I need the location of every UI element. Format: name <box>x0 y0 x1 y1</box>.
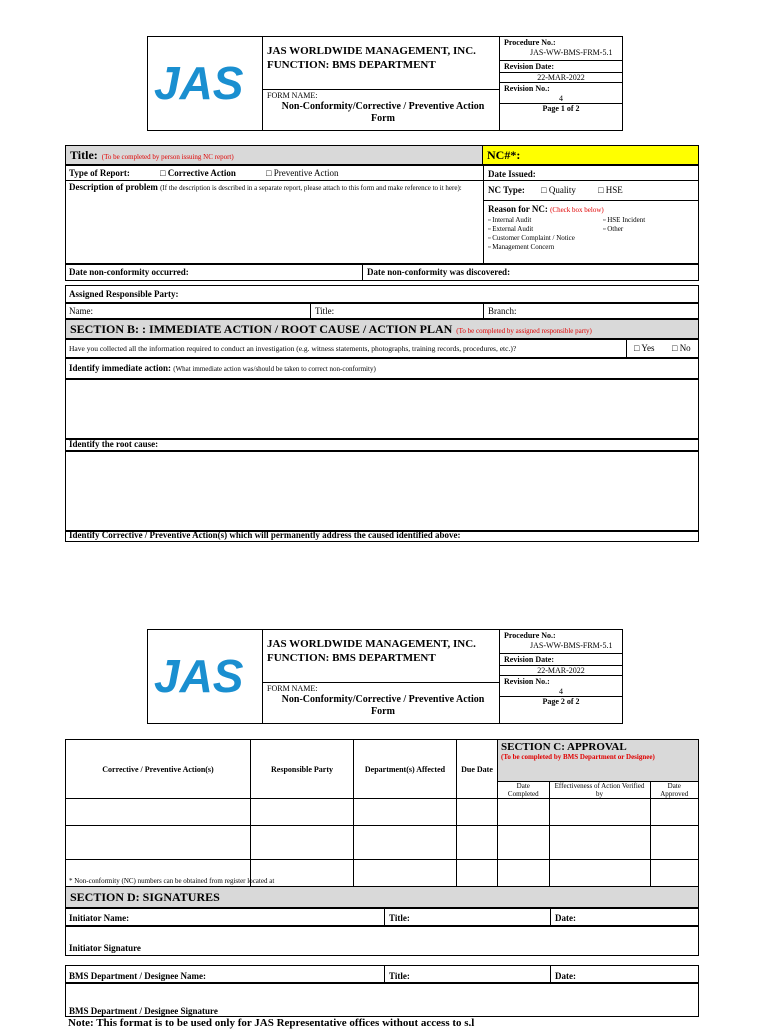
hse-checkbox[interactable]: □ HSE <box>598 185 623 195</box>
page-number: Page 2 of 2 <box>500 696 622 706</box>
date-issued-label: Date Issued: <box>488 169 536 179</box>
procedure-no: JAS-WW-BMS-FRM-5.1 <box>530 641 613 650</box>
reason-customer-complaint[interactable]: ▫ Customer Complaint / Notice <box>488 234 575 242</box>
corrective-checkbox[interactable]: □ Corrective Action <box>160 168 236 178</box>
assigned-party-row: Assigned Responsible Party: <box>65 285 699 303</box>
revision-date: 22-MAR-2022 <box>500 665 622 675</box>
no-checkbox[interactable]: □ No <box>672 343 691 353</box>
col-actions: Corrective / Preventive Action(s) <box>66 740 251 799</box>
jas-logo <box>152 57 258 107</box>
revision-date: 22-MAR-2022 <box>500 72 622 82</box>
nc-type-row: NC Type: □ Quality □ HSE <box>488 185 623 195</box>
svg-text:JAS: JAS <box>154 650 244 700</box>
section-c-header: SECTION C: APPROVAL (To be completed by BMS Department or Designee) <box>498 740 699 782</box>
procedure-label: Procedure No.: <box>504 631 556 640</box>
revision-no: 4 <box>559 94 563 103</box>
nc-number-label: NC#*: <box>482 145 699 165</box>
reason-label: Reason for NC: (Check box below) <box>488 204 604 214</box>
table-row[interactable] <box>66 799 699 826</box>
date-row: Date non-conformity occurred: Date non-conformity was discovered: <box>65 264 699 281</box>
title-field[interactable]: Title: <box>315 306 335 316</box>
col-responsible: Responsible Party <box>251 740 354 799</box>
initiator-row <box>65 908 699 926</box>
reason-management-concern[interactable]: ▫ Management Concern <box>488 243 555 251</box>
root-cause-label: Identify the root cause: <box>65 439 699 451</box>
reason-internal-audit[interactable]: ▫ Internal Audit <box>488 216 532 224</box>
preventive-checkbox[interactable]: □ Preventive Action <box>266 168 339 178</box>
reason-hse-incident[interactable]: ▫ HSE Incident <box>603 216 646 224</box>
table-row[interactable] <box>66 826 699 860</box>
revision-date-label: Revision Date: <box>500 60 622 72</box>
form-name: Non-Conformity/Corrective / Preventive Action Form <box>281 101 485 124</box>
name-title-branch-row <box>65 303 699 319</box>
reason-external-audit[interactable]: ▫ External Audit <box>488 225 534 233</box>
usage-note: Note: This format is to be used only for JAS Representative offices without access to s.l <box>68 1017 475 1029</box>
page-number: Page 1 of 2 <box>500 103 622 113</box>
quality-checkbox[interactable]: □ Quality <box>541 185 576 195</box>
initiator-signature-field[interactable]: Initiator Signature <box>65 926 699 956</box>
function-label: FUNCTION: BMS DEPARTMENT <box>267 652 436 664</box>
company-name: JAS WORLDWIDE MANAGEMENT, INC. <box>267 45 476 57</box>
bms-date-field[interactable]: Date: <box>555 971 576 981</box>
nc-footnote: * Non-conformity (NC) numbers can be obtained from register located at <box>69 877 275 885</box>
form-name-label: FORM NAME: <box>267 684 318 693</box>
col-due-date: Due Date <box>457 740 498 799</box>
reasons-left <box>488 216 575 252</box>
bms-name-field[interactable]: BMS Department / Designee Name: <box>69 971 206 981</box>
col-departments: Department(s) Affected <box>354 740 457 799</box>
header-block-1 <box>147 36 623 131</box>
bms-title-field[interactable]: Title: <box>389 971 410 981</box>
procedure-no: JAS-WW-BMS-FRM-5.1 <box>530 48 613 57</box>
reason-other[interactable]: ▫ Other <box>603 225 624 233</box>
svg-text:JAS: JAS <box>154 57 244 107</box>
bms-row <box>65 965 699 983</box>
revision-date-label: Revision Date: <box>500 653 622 665</box>
bms-signature-field[interactable]: BMS Department / Designee Signature <box>65 983 699 1017</box>
root-cause-field[interactable] <box>65 451 699 531</box>
section-a-body <box>65 165 699 264</box>
immediate-action-label-row: Identify immediate action: (What immediate action was/should be taken to correct non-conformity) <box>65 358 699 379</box>
type-of-report-label: Type of Report: <box>69 168 130 178</box>
investigation-question-row: Have you collected all the information required to conduct an investigation (e.g. witness statements, photographs, training records, procedures, etc.)? □ Yes □ No <box>65 339 699 358</box>
corrective-actions-label: Identify Corrective / Preventive Action(s) which will permanently address the caused identified above: <box>65 531 699 542</box>
revision-no-label: Revision No.: <box>500 675 622 687</box>
col-date-approved: Date Approved <box>650 782 699 799</box>
immediate-action-field[interactable] <box>65 379 699 439</box>
action-plan-table <box>65 739 699 894</box>
revision-no: 4 <box>559 687 563 696</box>
company-name: JAS WORLDWIDE MANAGEMENT, INC. <box>267 638 476 650</box>
section-d-header: SECTION D: SIGNATURES <box>65 886 699 908</box>
reasons-right <box>603 216 645 234</box>
section-a-header: Title: (To be completed by person issuing NC report) <box>65 145 483 165</box>
function-label: FUNCTION: BMS DEPARTMENT <box>267 59 436 71</box>
section-b-header: SECTION B: : IMMEDIATE ACTION / ROOT CAUSE / ACTION PLAN (To be completed by assigned responsible party) <box>65 319 699 339</box>
jas-logo <box>152 650 258 700</box>
col-date-completed: Date Completed <box>498 782 550 799</box>
yes-checkbox[interactable]: □ Yes <box>634 343 655 353</box>
revision-no-label: Revision No.: <box>500 82 622 94</box>
description-label: Description of problem (If the description is described in a separate report, please attach to this form and make reference to it here): <box>69 182 462 192</box>
col-verified-by: Effectiveness of Action Verified by <box>549 782 650 799</box>
branch-field[interactable]: Branch: <box>488 306 517 316</box>
initiator-name-field[interactable]: Initiator Name: <box>69 913 130 923</box>
initiator-title-field[interactable]: Title: <box>389 913 410 923</box>
header-block-2 <box>147 629 623 724</box>
procedure-label: Procedure No.: <box>504 38 556 47</box>
form-name-label: FORM NAME: <box>267 91 318 100</box>
initiator-date-field[interactable]: Date: <box>555 913 576 923</box>
name-field[interactable]: Name: <box>69 306 93 316</box>
form-name: Non-Conformity/Corrective / Preventive Action Form <box>281 694 485 717</box>
